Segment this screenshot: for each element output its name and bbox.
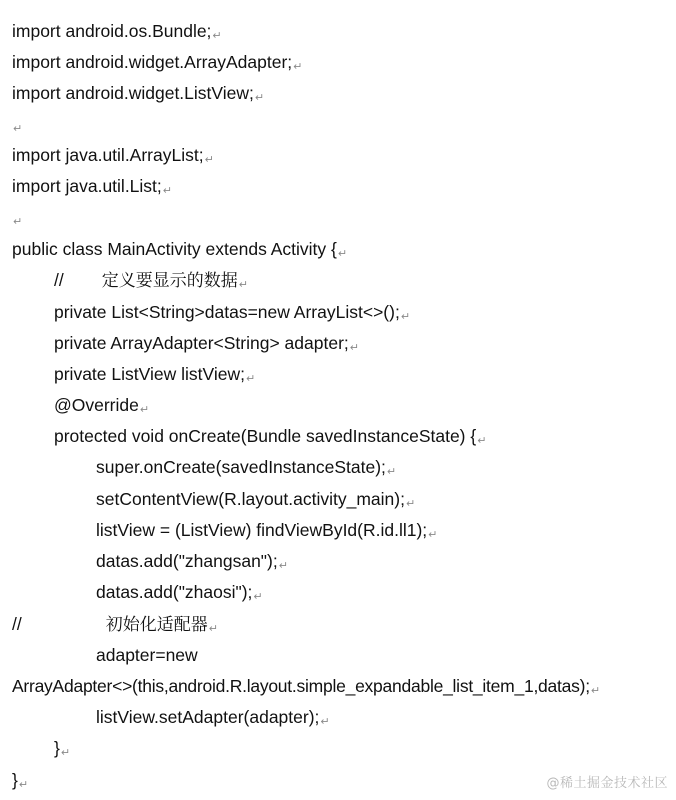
paragraph-mark: ↵ [13,215,23,228]
code-line [12,109,22,140]
code-line: import java.util.List;↵ [12,171,172,202]
code-line: listView = (ListView) findViewById(R.id.ll1);↵ [96,515,437,546]
code-line: super.onCreate(savedInstanceState);↵ [96,452,396,483]
code-line [12,202,22,233]
code-line: private ListView listView;↵ [54,359,255,390]
code-line: ArrayAdapter<>(this,android.R.layout.simple_expandable_list_item_1,datas);↵ [12,671,600,702]
comment-text: 初始化适配器 [105,615,208,635]
comment-text: 定义要显示的数据 [101,271,238,291]
code-line: @Override↵ [54,390,149,421]
paragraph-mark: ↵ [428,528,438,541]
code-line: import android.widget.ListView;↵ [12,78,264,109]
code-line: }↵ [12,765,28,796]
code-line: datas.add("zhangsan");↵ [96,546,288,577]
paragraph-mark: ↵ [253,590,263,603]
code-line: setContentView(R.layout.activity_main);↵ [96,484,415,515]
paragraph-mark: ↵ [293,60,303,73]
code-line: protected void onCreate(Bundle savedInstanceState) {↵ [54,421,486,452]
code-line: import java.util.ArrayList;↵ [12,140,214,171]
paragraph-mark: ↵ [349,341,359,354]
paragraph-mark: ↵ [139,403,150,416]
paragraph-mark: ↵ [254,91,265,104]
paragraph-mark: ↵ [337,247,348,260]
paragraph-mark: ↵ [405,497,416,510]
code-line: adapter=new [96,645,198,665]
code-line: }↵ [54,733,70,764]
code-comment-line: // 定义要显示的数据↵ [54,265,248,296]
paragraph-mark: ↵ [278,559,288,572]
paragraph-mark: ↵ [590,684,600,697]
code-line: import android.widget.ArrayAdapter;↵ [12,47,302,78]
code-line: import android.os.Bundle;↵ [12,16,222,47]
code-line: private List<String>datas=new ArrayList<>();↵ [54,297,410,328]
code-line: public class MainActivity extends Activity {↵ [12,234,347,265]
paragraph-mark: ↵ [208,622,218,635]
paragraph-mark: ↵ [245,372,256,385]
code-line: listView.setAdapter(adapter);↵ [96,702,330,733]
paragraph-mark: ↵ [13,122,23,135]
paragraph-mark: ↵ [162,184,172,197]
paragraph-mark: ↵ [212,29,222,42]
code-line: private ArrayAdapter<String> adapter;↵ [54,328,359,359]
paragraph-mark: ↵ [386,465,397,478]
code-comment-line: // 初始化适配器↵ [12,609,218,640]
code-line: datas.add("zhaosi");↵ [96,577,263,608]
paragraph-mark: ↵ [204,153,214,166]
paragraph-mark: ↵ [238,278,248,291]
paragraph-mark: ↵ [477,434,487,447]
paragraph-mark: ↵ [400,310,411,323]
paragraph-mark: ↵ [60,746,71,759]
watermark: @稀土掘金技术社区 [546,776,668,791]
paragraph-mark: ↵ [18,778,29,791]
paragraph-mark: ↵ [320,715,330,728]
